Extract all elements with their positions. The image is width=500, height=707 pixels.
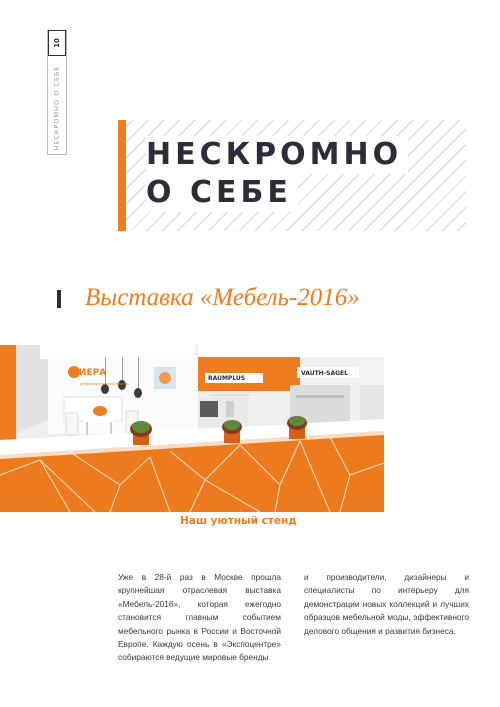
stand-illustration bbox=[0, 345, 384, 512]
fiera-logo-small: ИНТЕРЬЕРЫ ЭЛИТНОЙ МЕБЕЛИ bbox=[80, 382, 129, 386]
vauth-sagel-sign: VAUTH-SAGEL bbox=[301, 370, 348, 377]
title-accent-bar bbox=[118, 120, 126, 231]
subtitle-marker bbox=[57, 290, 61, 308]
page-number: 10 bbox=[53, 38, 61, 48]
raumplus-sign: RAUMPLUS bbox=[208, 375, 246, 382]
section-label bbox=[49, 64, 65, 152]
page-title bbox=[146, 136, 408, 212]
side-tab bbox=[47, 30, 67, 155]
fiera-logo: ФИЕРА bbox=[70, 368, 107, 378]
photo-caption: Наш уютный стенд bbox=[180, 515, 297, 527]
body-text-left: Уже в 28-й раз в Москве прошла крупнейшая отраслевая выставка «Мебель-2016», которая ежегодно становится главным событием мебельного рынка в России и Восточной Европе. Каждую осень в «Экспоцентре» собираются ведущие мировые бренды bbox=[118, 572, 281, 663]
page-number-box bbox=[48, 30, 66, 56]
body-text-right: и производители, дизайнеры и специалисты по интерьеру для демонстрации новых коллекций и лучших образцов мебельной моды, эффективного делового общения и развития бизнеса. bbox=[304, 572, 469, 636]
section-label-text: НЕСКРОМНО О СЕБЕ bbox=[53, 65, 62, 151]
page-title-line1: НЕСКРОМНО bbox=[146, 136, 408, 174]
page-title-line2: О СЕБЕ bbox=[146, 174, 298, 212]
exhibition-stand-photo bbox=[0, 345, 384, 512]
section-subtitle: Выставка «Мебель-2016» bbox=[85, 284, 360, 311]
